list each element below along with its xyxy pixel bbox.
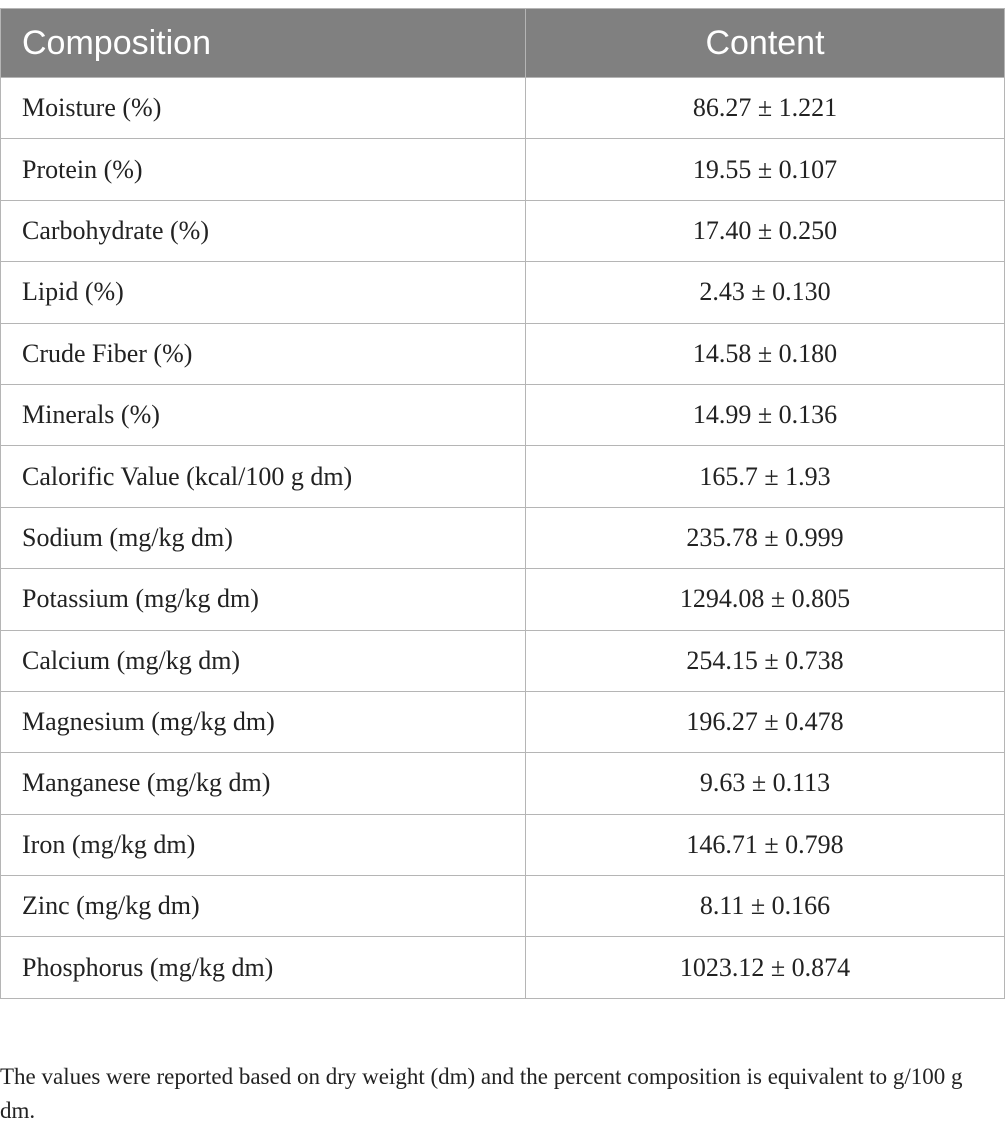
- row-value: 2.43 ± 0.130: [526, 262, 1005, 323]
- row-name: Manganese (mg/kg dm): [1, 753, 526, 814]
- table-row: [1, 691, 1005, 752]
- table-row: [1, 569, 1005, 630]
- row-name: Magnesium (mg/kg dm): [1, 691, 526, 752]
- row-value: 1023.12 ± 0.874: [526, 937, 1005, 998]
- header-composition: Composition: [1, 9, 526, 78]
- row-name: Minerals (%): [1, 384, 526, 445]
- row-name: Protein (%): [1, 139, 526, 200]
- row-name: Lipid (%): [1, 262, 526, 323]
- row-value: 165.7 ± 1.93: [526, 446, 1005, 507]
- row-value: 14.58 ± 0.180: [526, 323, 1005, 384]
- table-row: [1, 262, 1005, 323]
- row-name: Phosphorus (mg/kg dm): [1, 937, 526, 998]
- composition-table-container: [0, 8, 1005, 999]
- table-body: [1, 78, 1005, 999]
- table-footnote: The values were reported based on dry weight (dm) and the percent composition is equivalent to g/100 g dm.: [0, 1064, 963, 1123]
- table-row: [1, 937, 1005, 998]
- table-header: [1, 9, 1005, 78]
- row-name: Carbohydrate (%): [1, 200, 526, 261]
- row-value: 8.11 ± 0.166: [526, 876, 1005, 937]
- row-value: 235.78 ± 0.999: [526, 507, 1005, 568]
- row-value: 86.27 ± 1.221: [526, 78, 1005, 139]
- table-row: [1, 876, 1005, 937]
- row-name: Iron (mg/kg dm): [1, 814, 526, 875]
- table-row: [1, 384, 1005, 445]
- row-value: 9.63 ± 0.113: [526, 753, 1005, 814]
- header-row: [1, 9, 1005, 78]
- table-row: [1, 139, 1005, 200]
- header-content: Content: [526, 9, 1005, 78]
- table-row: [1, 814, 1005, 875]
- row-name: Zinc (mg/kg dm): [1, 876, 526, 937]
- row-value: 254.15 ± 0.738: [526, 630, 1005, 691]
- row-value: 146.71 ± 0.798: [526, 814, 1005, 875]
- row-value: 1294.08 ± 0.805: [526, 569, 1005, 630]
- table-row: [1, 630, 1005, 691]
- table-row: [1, 78, 1005, 139]
- row-name: Calcium (mg/kg dm): [1, 630, 526, 691]
- row-name: Sodium (mg/kg dm): [1, 507, 526, 568]
- row-value: 19.55 ± 0.107: [526, 139, 1005, 200]
- row-name: Calorific Value (kcal/100 g dm): [1, 446, 526, 507]
- table-row: [1, 323, 1005, 384]
- composition-table: [0, 8, 1005, 999]
- table-row: [1, 446, 1005, 507]
- row-name: Moisture (%): [1, 78, 526, 139]
- table-row: [1, 200, 1005, 261]
- table-row: [1, 507, 1005, 568]
- row-value: 196.27 ± 0.478: [526, 691, 1005, 752]
- row-name: Crude Fiber (%): [1, 323, 526, 384]
- row-name: Potassium (mg/kg dm): [1, 569, 526, 630]
- table-row: [1, 753, 1005, 814]
- row-value: 14.99 ± 0.136: [526, 384, 1005, 445]
- row-value: 17.40 ± 0.250: [526, 200, 1005, 261]
